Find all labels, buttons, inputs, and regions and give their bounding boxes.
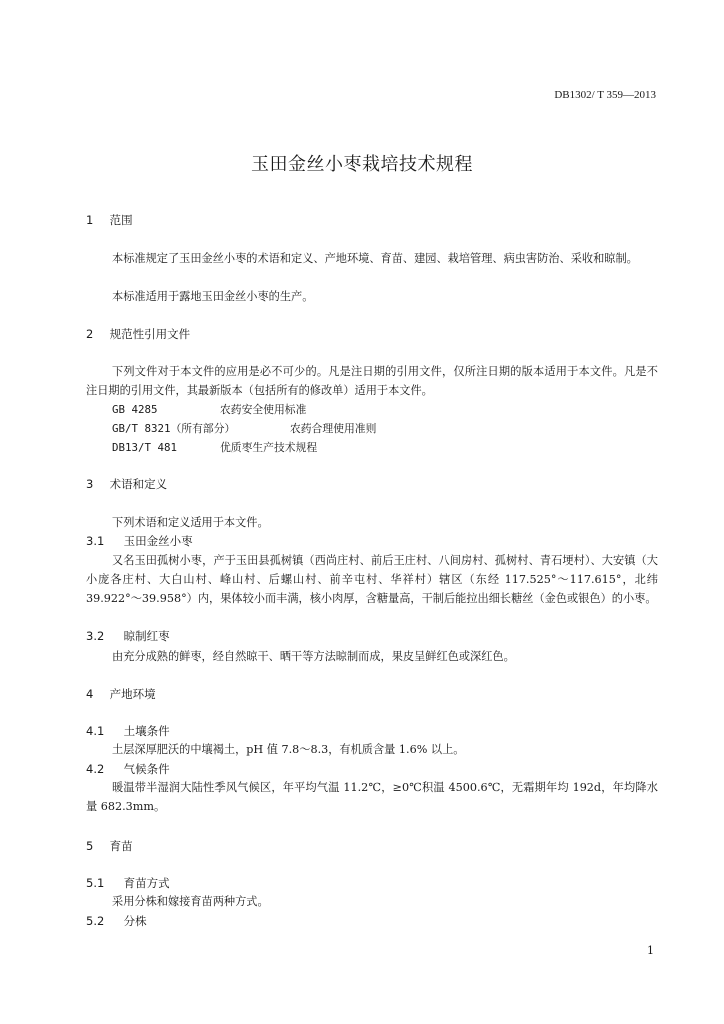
section-title: 育苗 [109, 839, 133, 853]
subsection-title: 气候条件 [123, 762, 170, 776]
subsection-number: 3.1 [86, 534, 105, 548]
reference-code: GB/T 8321（所有部分） [112, 422, 236, 435]
document-code: DB1302/ T 359—2013 [554, 89, 656, 101]
subsection-heading [86, 761, 170, 777]
reference-item [112, 438, 318, 457]
section-title: 规范性引用文件 [109, 327, 191, 341]
section-heading-scope [86, 212, 133, 228]
subsection-title: 玉田金丝小枣 [123, 534, 193, 548]
document-title: 玉田金丝小枣栽培技术规程 [251, 154, 473, 175]
page-number: 1 [647, 944, 654, 957]
subsection-number: 5.1 [86, 876, 105, 890]
subsection-title: 土壤条件 [123, 724, 170, 738]
subsection-heading [86, 723, 170, 739]
section-title: 术语和定义 [109, 477, 168, 491]
section-number: 1 [86, 213, 94, 227]
paragraph: 土层深厚肥沃的中壤褐土，pH 值 7.8～8.3，有机质含量 1.6% 以上。 [112, 743, 465, 756]
subsection-title: 分株 [123, 914, 147, 928]
section-title: 产地环境 [109, 687, 156, 701]
paragraph: 本标准规定了玉田金丝小枣的术语和定义、产地环境、育苗、建园、栽培管理、病虫害防治、采收和晾制。 [112, 252, 638, 265]
paragraph: 由充分成熟的鲜枣，经自然晾干、晒干等方法晾制而成，果皮呈鲜红色或深红色。 [112, 650, 515, 663]
reference-name: 农药安全使用标准 [220, 403, 307, 416]
subsection-number: 4.1 [86, 724, 105, 738]
reference-name: 优质枣生产技术规程 [220, 441, 318, 454]
section-number: 5 [86, 839, 94, 853]
reference-code: DB13/T 481 [112, 441, 178, 454]
reference-item [112, 400, 307, 419]
subsection-number: 4.2 [86, 762, 105, 776]
section-heading-nursery [86, 838, 133, 854]
section-heading-normative-references [86, 326, 190, 342]
section-number: 3 [86, 477, 94, 491]
subsection-heading [86, 913, 147, 929]
paragraph: 下列术语和定义适用于本文件。 [112, 516, 269, 529]
paragraph: 本标准适用于露地玉田金丝小枣的生产。 [112, 290, 314, 303]
subsection-heading [86, 533, 193, 549]
paragraph: 暖温带半湿润大陆性季风气候区，年平均气温 11.2℃，≥0℃积温 4500.6℃，无霜期年均 192d，年均降水量 682.3mm。 [86, 781, 658, 813]
section-number: 4 [86, 687, 94, 701]
reference-code: GB 4285 [112, 403, 158, 416]
subsection-heading [86, 628, 170, 644]
reference-item [112, 419, 377, 438]
section-title: 范围 [109, 213, 133, 227]
subsection-title: 育苗方式 [123, 876, 170, 890]
reference-name: 农药合理使用准则 [290, 422, 377, 435]
paragraph: 又名玉田孤树小枣，产于玉田县孤树镇（西尚庄村、前后王庄村、八间房村、孤树村、青石埂村）、大安镇（大小庞各庄村、大白山村、峰山村、后螺山村、前辛屯村、华祥村）辖区（东经 117.525°～117.615°，北纬 39.922°～39.958°）内，果体较小而丰满，核小肉厚，含糖量高，干制后能拉出细长糖丝（金色或银色）的小枣。 [86, 554, 658, 605]
subsection-heading [86, 875, 170, 891]
subsection-number: 3.2 [86, 629, 105, 643]
paragraph: 采用分株和嫁接育苗两种方式。 [112, 895, 269, 908]
subsection-number: 5.2 [86, 914, 105, 928]
paragraph: 下列文件对于本文件的应用是必不可少的。凡是注日期的引用文件，仅所注日期的版本适用于本文件。凡是不注日期的引用文件，其最新版本（包括所有的修改单）适用于本文件。 [86, 365, 658, 397]
section-number: 2 [86, 327, 94, 341]
section-heading-environment [86, 686, 156, 702]
section-heading-terms [86, 476, 167, 492]
subsection-title: 晾制红枣 [123, 629, 170, 643]
